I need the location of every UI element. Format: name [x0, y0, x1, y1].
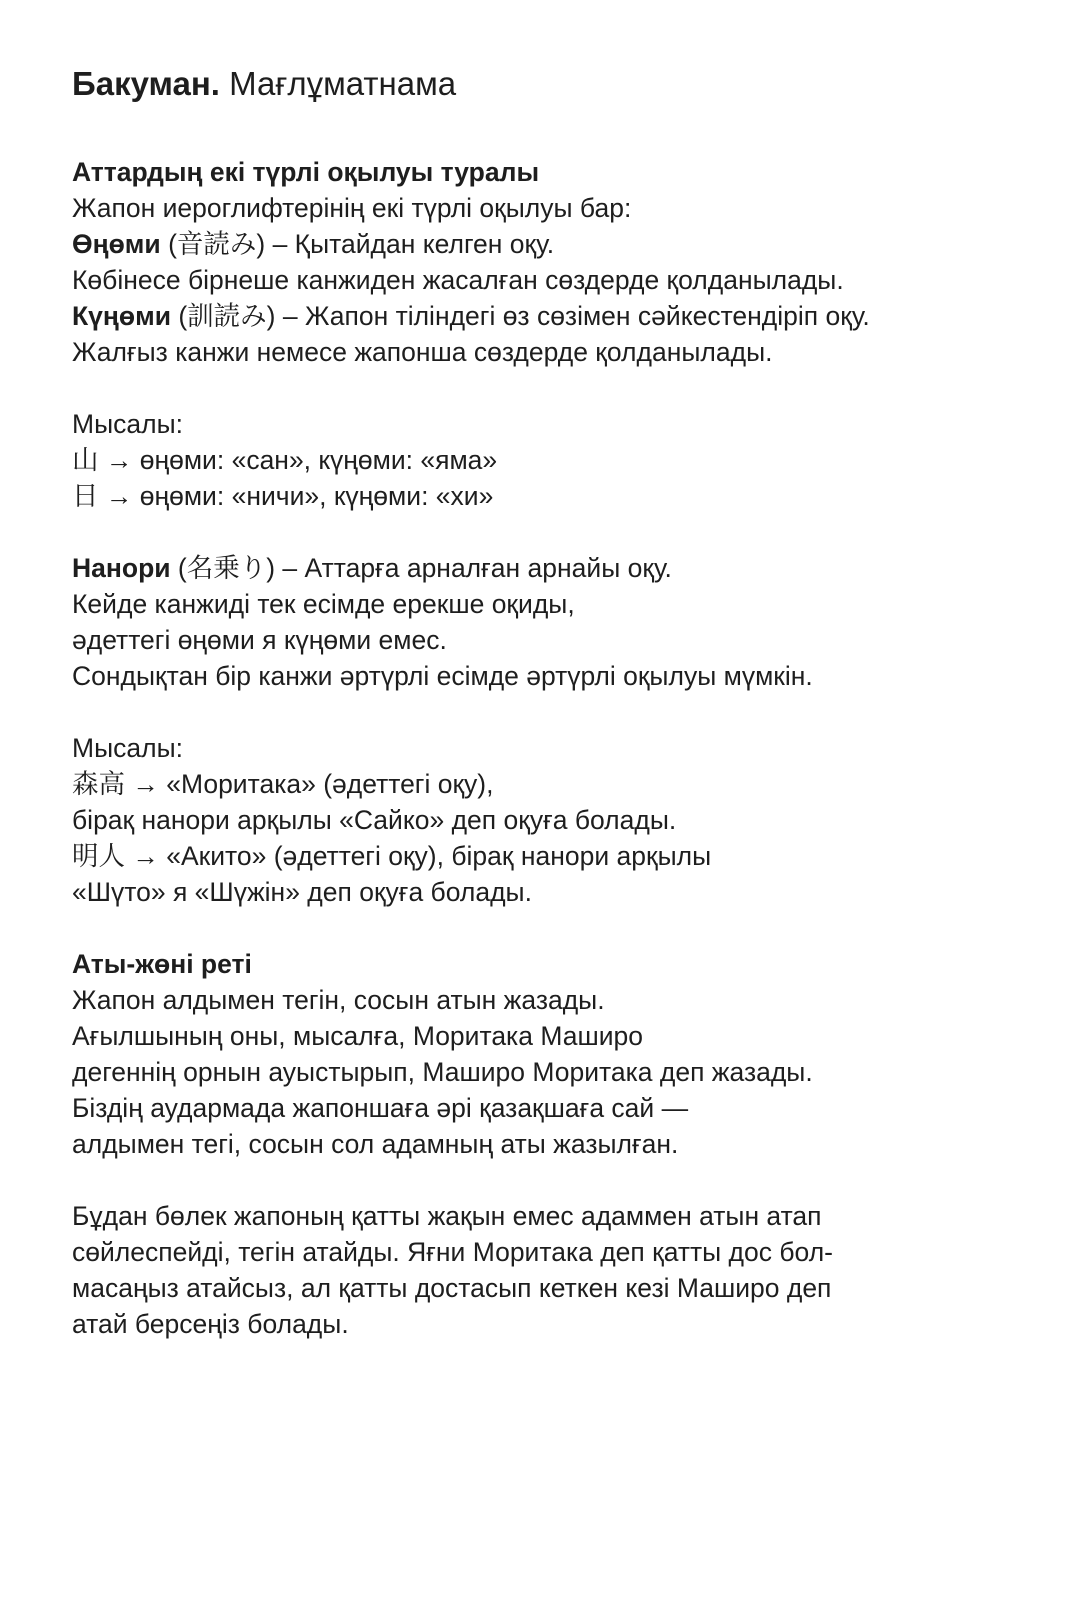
- name-order-text: Біздің аудармада жапоншаға әрі қазақшаға сай —: [72, 1093, 689, 1123]
- etiquette-text: масаңыз атайсыз, ал қатты достасып кеткен кезі Маширо деп: [72, 1273, 832, 1303]
- example-line: 日 → өңөми: «ничи», күңөми: «хи»: [72, 481, 494, 511]
- nanori-text: Кейде канжиді тек есімде ерекше оқиды,: [72, 589, 575, 619]
- example-line: «Шүто» я «Шүжін» деп оқуға болады.: [72, 877, 532, 907]
- nanori-line: [72, 550, 1032, 586]
- readings-intro: Жапон иероглифтерінің екі түрлі оқылуы бар:: [72, 193, 632, 223]
- example-line: 明人 → «Акито» (әдеттегі оқу), бірақ нанори арқылы: [72, 841, 712, 871]
- kunyomi-term: Күңөми: [72, 301, 171, 331]
- onyomi-rest: (音読み) – Қытайдан келген оқу.: [160, 229, 555, 259]
- title-bold: Бакуман.: [72, 65, 220, 102]
- example-line: 森高 → «Моритака» (әдеттегі оқу),: [72, 769, 494, 799]
- page-title: [72, 62, 1032, 106]
- name-order-text: дегеннің орнын ауыстырып, Маширо Моритака деп жазады.: [72, 1057, 813, 1087]
- onyomi-line: [72, 226, 1032, 262]
- title-rest: Мағлұматнама: [219, 65, 457, 102]
- nanori-section: [72, 550, 1032, 694]
- kunyomi-line: [72, 298, 1032, 334]
- etiquette-text: Бұдан бөлек жапоның қатты жақын емес адаммен атын атап: [72, 1201, 822, 1231]
- name-order-text: алдымен тегі, сосын сол адамның аты жазылған.: [72, 1129, 679, 1159]
- example-label: Мысалы:: [72, 733, 183, 763]
- nanori-text: Сондықтан бір канжи әртүрлі есімде әртүрлі оқылуы мүмкін.: [72, 661, 813, 691]
- name-order-heading: Аты-жөні реті: [72, 949, 252, 979]
- readings-heading: Аттардың екі түрлі оқылуы туралы: [72, 157, 540, 187]
- readings-section: [72, 154, 1032, 370]
- kunyomi-desc: Жалғыз канжи немесе жапонша сөздерде қолданылады.: [72, 337, 773, 367]
- name-order-text: Ағылшының оны, мысалға, Моритака Маширо: [72, 1021, 643, 1051]
- etiquette-text: сөйлеспейді, тегін атайды. Яғни Моритака деп қатты дос бол-: [72, 1237, 833, 1267]
- document-page: [72, 62, 1032, 1378]
- example-label: Мысалы:: [72, 409, 183, 439]
- example-section-1: [72, 406, 1032, 514]
- kunyomi-rest: (訓読み) – Жапон тіліндегі өз сөзімен сәйкестендіріп оқу.: [171, 301, 870, 331]
- onyomi-desc: Көбінесе бірнеше канжиден жасалған сөздерде қолданылады.: [72, 265, 844, 295]
- name-order-text: Жапон алдымен тегін, сосын атын жазады.: [72, 985, 605, 1015]
- etiquette-section: [72, 1198, 1032, 1342]
- nanori-term: Нанори: [72, 553, 171, 583]
- etiquette-text: атай берсеңіз болады.: [72, 1309, 349, 1339]
- example-section-2: [72, 730, 1032, 910]
- name-order-section: [72, 946, 1032, 1162]
- nanori-text: әдеттегі өңөми я күңөми емес.: [72, 625, 447, 655]
- example-line: бірақ нанори арқылы «Сайко» деп оқуға болады.: [72, 805, 677, 835]
- nanori-rest: (名乗り) – Аттарға арналған арнайы оқу.: [170, 553, 672, 583]
- onyomi-term: Өңөми: [72, 229, 161, 259]
- example-line: 山 → өңөми: «сан», күңөми: «яма»: [72, 445, 498, 475]
